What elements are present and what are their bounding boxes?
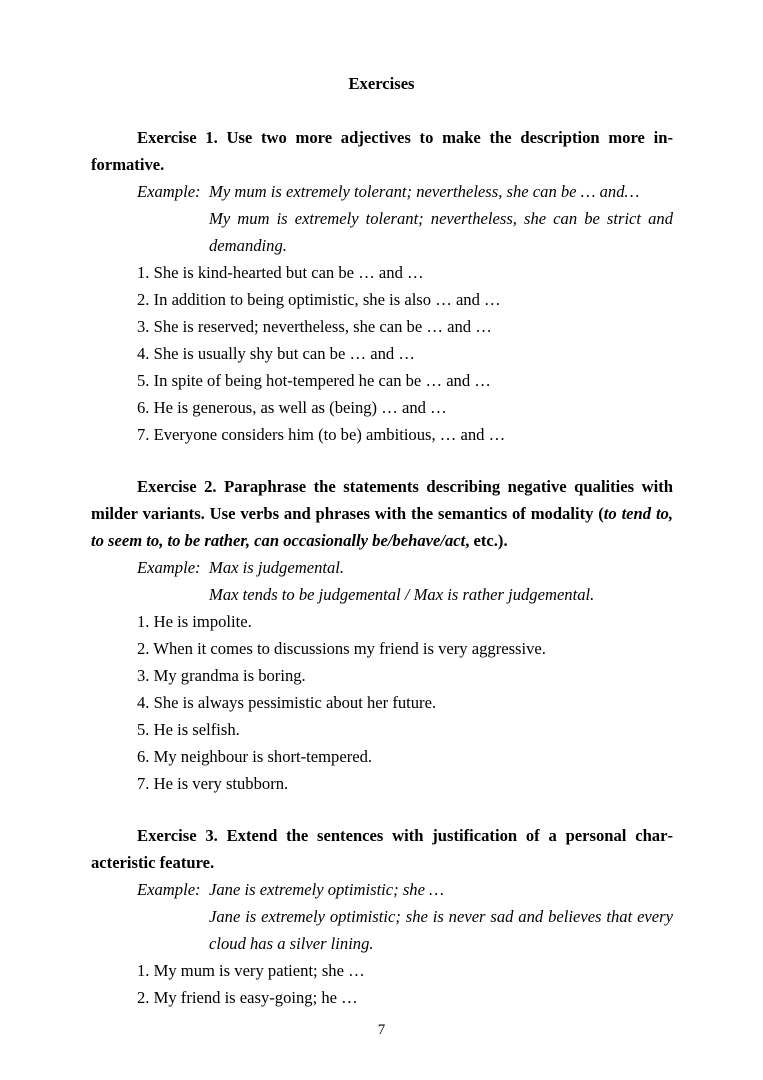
- list-item: 6. My neighbour is short-tempered.: [137, 747, 373, 766]
- example-line: [137, 178, 673, 205]
- list-item: 1. She is kind-hearted but can be … and …: [137, 263, 424, 282]
- list-item: 4. She is usually shy but can be … and …: [137, 344, 415, 363]
- example-prompt: My mum is extremely tolerant; nevertheless, she can be … and…: [209, 182, 640, 201]
- exercise-items: [91, 608, 673, 797]
- list-item: 3. My grandma is boring.: [137, 666, 306, 685]
- list-item: 7. He is very stubborn.: [137, 774, 289, 793]
- heading-text: Exercise 2. Paraphrase the statements describing negative qualities with milder variants. Use verbs and phrases with the semantics of modality (: [91, 477, 673, 523]
- list-item: 5. He is selfish.: [137, 720, 240, 739]
- example-label: Example:: [137, 182, 201, 201]
- exercise-2: [91, 473, 673, 797]
- example-prompt: Max is judgemental.: [209, 558, 345, 577]
- heading-end: , etc.).: [465, 531, 508, 550]
- list-item: 1. He is impolite.: [137, 612, 252, 631]
- heading-modality-phrases: to tend to, to seem to, to be rather, can occasionally be/behave/act: [91, 504, 673, 550]
- example-label: Example:: [137, 880, 201, 899]
- example-answer: Max tends to be judgemental / Max is rather judgemental.: [209, 585, 595, 604]
- example-answer: Jane is extremely optimistic; she is never sad and believes that every cloud has a silver lining.: [209, 907, 673, 953]
- exercise-items: [91, 957, 673, 1011]
- example-label: Example:: [137, 558, 201, 577]
- page-number: 7: [377, 1022, 386, 1038]
- list-item: 2. When it comes to discussions my friend is very aggressive.: [137, 639, 546, 658]
- example-line: [137, 554, 673, 581]
- exercise-3: [91, 822, 673, 1011]
- exercise-heading: Exercise 3. Extend the sentences with justification of a personal characteristic feature.: [91, 826, 673, 872]
- example-line: [137, 876, 673, 903]
- page-title: Exercises: [348, 74, 415, 93]
- list-item: 2. My friend is easy-going; he …: [137, 988, 358, 1007]
- exercise-items: [91, 259, 673, 448]
- list-item: 2. In addition to being optimistic, she is also … and …: [137, 290, 501, 309]
- list-item: 5. In spite of being hot-tempered he can be … and …: [137, 371, 491, 390]
- list-item: 3. She is reserved; nevertheless, she can be … and …: [137, 317, 492, 336]
- example-answer: My mum is extremely tolerant; nevertheless, she can be strict and demanding.: [209, 209, 673, 255]
- list-item: 7. Everyone considers him (to be) ambitious, … and …: [137, 425, 506, 444]
- list-item: 4. She is always pessimistic about her future.: [137, 693, 437, 712]
- exercise-1: [91, 124, 673, 448]
- exercise-heading: Exercise 1. Use two more adjectives to make the description more informative.: [91, 128, 673, 174]
- list-item: 6. He is generous, as well as (being) … and …: [137, 398, 447, 417]
- exercise-heading: [91, 473, 673, 554]
- list-item: 1. My mum is very patient; she …: [137, 961, 365, 980]
- example-prompt: Jane is extremely optimistic; she …: [209, 880, 444, 899]
